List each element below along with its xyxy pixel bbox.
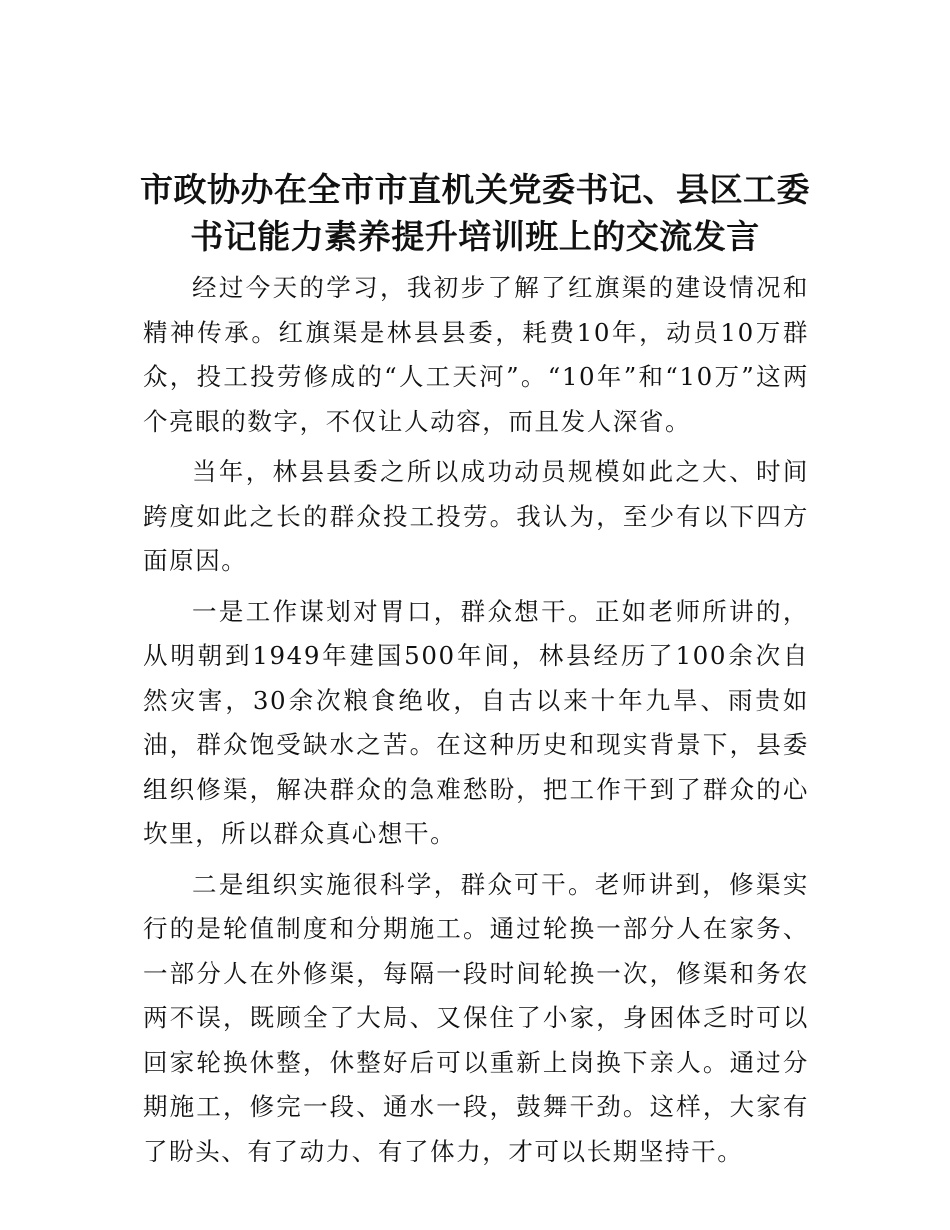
paragraph-3: 一是工作谋划对胃口，群众想干。正如老师所讲的，从明朝到1949年建国500年间，林县经历了100余次自然灾害，30余次粮食绝收，自古以来十年九旱、雨贵如油，群众饱受缺水之苦。在这种历史和现实背景下，县委组织修渠，解决群众的急难愁盼，把工作干到了群众的心坎里，所以群众真心想干。 bbox=[143, 596, 809, 848]
title-line-2: 书记能力素养提升培训班上的交流发言 bbox=[190, 217, 760, 256]
title-line-1: 市政协办在全市市直机关党委书记、县区工委 bbox=[140, 170, 810, 209]
paragraph-2: 当年，林县县委之所以成功动员规模如此之大、时间跨度如此之长的群众投工投劳。我认为，至少有以下四方面原因。 bbox=[143, 457, 809, 575]
document-title bbox=[120, 166, 830, 260]
paragraph-4: 二是组织实施很科学，群众可干。老师讲到，修渠实行的是轮值制度和分期施工。通过轮换一部分人在家务、一部分人在外修渠，每隔一段时间轮换一次，修渠和务农两不误，既顾全了大局、又保住了小家，身困体乏时可以回家轮换休整，休整好后可以重新上岗换下亲人。通过分期施工，修完一段、通水一段，鼓舞干劲。这样，大家有了盼头、有了动力、有了体力，才可以长期坚持干。 bbox=[143, 869, 809, 1166]
document-body bbox=[143, 266, 809, 1180]
paragraph-1: 经过今天的学习，我初步了解了红旗渠的建设情况和精神传承。红旗渠是林县县委，耗费10年，动员10万群众，投工投劳修成的“人工天河”。“10年”和“10万”这两个亮眼的数字，不仅让人动容，而且发人深省。 bbox=[143, 273, 809, 436]
